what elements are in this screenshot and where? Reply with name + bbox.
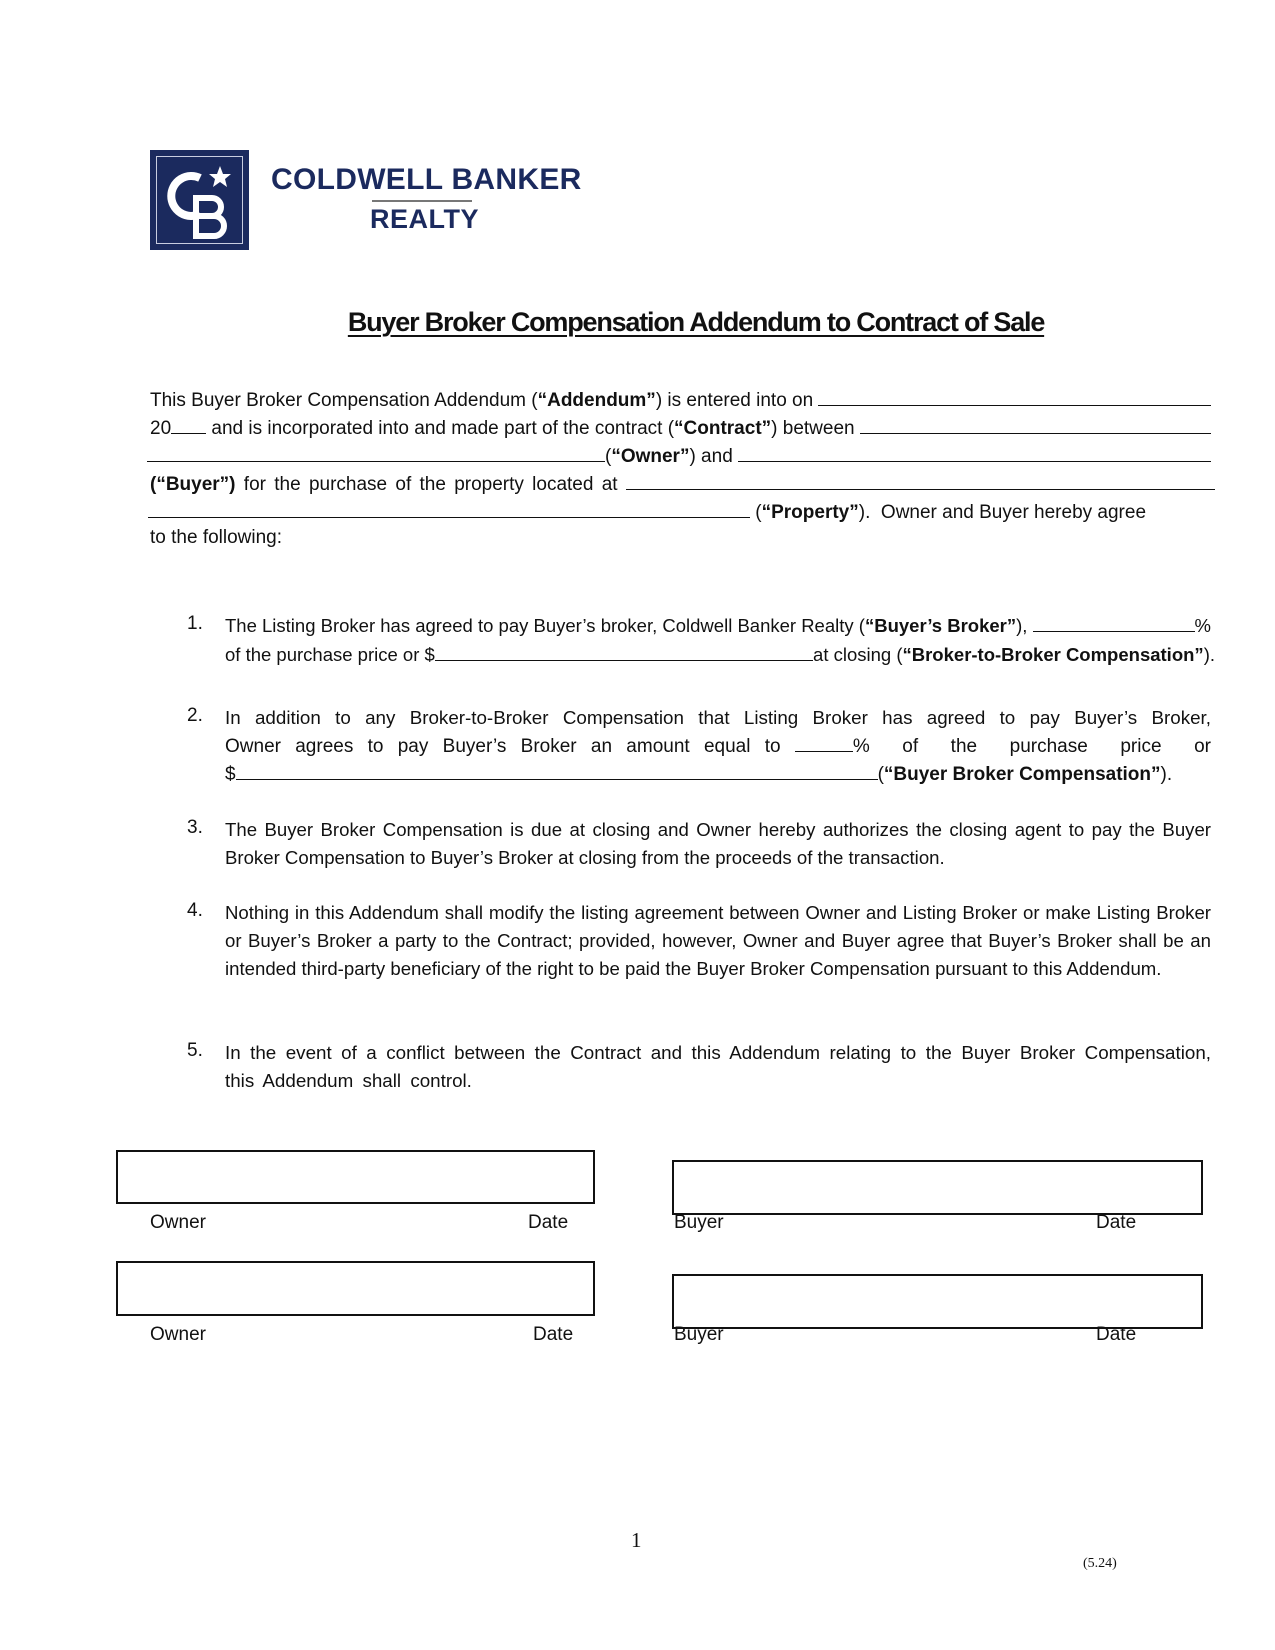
text: The Listing Broker has agreed to pay Buyer’s broker, Coldwell Banker Realty ( <box>225 615 865 636</box>
text-bold: “Buyer Broker Compensation” <box>883 764 1161 785</box>
buyer-label: Buyer <box>674 1212 724 1233</box>
text: ). <box>1160 764 1173 785</box>
text: Owner agrees to pay Buyer’s Broker an amount equal to <box>225 736 795 757</box>
item-number: 2. <box>187 705 203 726</box>
text: to the following: <box>150 527 283 548</box>
amount-blank[interactable] <box>236 761 878 780</box>
text-bold: “Contract” <box>674 418 772 439</box>
item-1-line-2 <box>225 642 1215 668</box>
text: ( <box>877 764 884 785</box>
intro-line-6 <box>150 527 282 553</box>
date-label: Date <box>1096 1324 1137 1345</box>
item-4-text: Nothing in this Addendum shall modify the listing agreement between Owner and Listing Broker or make Listing Broker or Buyer’s Broker a party to the Contract; provided, however, Owner and Buyer agree that Buyer’s Broker shall be an intended third-party beneficiary of the right to be paid the Buyer Broker Compensation pursuant to this Addendum. <box>225 902 1211 979</box>
text-bold: “Owner” <box>611 446 690 467</box>
item-number: 1. <box>187 613 203 634</box>
text: 20 <box>150 418 172 439</box>
percent-blank[interactable] <box>1033 613 1195 632</box>
owner-signature-box-2[interactable] <box>116 1261 595 1316</box>
date-blank[interactable] <box>818 387 1211 406</box>
text: ( <box>605 446 612 467</box>
text: ), <box>1016 615 1033 636</box>
text-bold: “Addendum” <box>537 390 656 411</box>
amount-blank[interactable] <box>435 642 813 661</box>
text-bold: “Property” <box>761 502 859 523</box>
brand-subname: REALTY <box>370 204 479 234</box>
property-address-blank[interactable] <box>626 471 1215 490</box>
text: and is incorporated into and made part of the contract ( <box>206 418 675 439</box>
text: % <box>1194 615 1211 636</box>
date-label: Date <box>533 1324 574 1345</box>
intro-line-3 <box>147 443 1211 469</box>
date-label: Date <box>528 1212 569 1233</box>
text: $ <box>225 764 236 785</box>
item-1-line-1 <box>225 613 1211 639</box>
item-number: 3. <box>187 817 203 838</box>
property-address-blank-2[interactable] <box>148 499 750 518</box>
text: This Buyer Broker Compensation Addendum ( <box>150 390 538 411</box>
owner-label: Owner <box>150 1324 206 1345</box>
cb-monogram-icon <box>160 160 240 240</box>
text: ) is entered into on <box>655 390 819 411</box>
brand-name: COLDWELL BANKER <box>271 163 582 196</box>
item-2-line-3 <box>225 761 1172 787</box>
text-bold: “Buyer’s Broker” <box>864 615 1017 636</box>
owner-name-blank[interactable] <box>860 415 1211 434</box>
owner-signature-box-1[interactable] <box>116 1150 595 1204</box>
year-blank[interactable] <box>171 415 206 434</box>
item-number: 4. <box>187 900 203 921</box>
revision-code: (5.24) <box>1083 1556 1117 1571</box>
intro-line-4 <box>150 471 1215 497</box>
logo-mark <box>150 150 249 250</box>
text: ). Owner and Buyer hereby agree <box>858 502 1147 523</box>
owner-name-blank-2[interactable] <box>147 443 605 462</box>
text: ). <box>1203 644 1215 665</box>
buyer-label: Buyer <box>674 1324 724 1345</box>
buyer-signature-box-2[interactable] <box>672 1274 1203 1329</box>
brand-divider <box>372 200 472 202</box>
owner-label: Owner <box>150 1212 206 1233</box>
page-number: 1 <box>631 1528 642 1552</box>
intro-line-1 <box>150 387 1211 413</box>
item-3-text: The Buyer Broker Compensation is due at closing and Owner hereby authorizes the closing agent to pay the Buyer Broker Compensation to Buyer’s Broker at closing from the proceeds of the transaction. <box>225 819 1211 868</box>
text-bold: “Broker-to-Broker Compensation” <box>902 644 1204 665</box>
item-number: 5. <box>187 1040 203 1061</box>
text: % of the purchase price or <box>852 736 1211 757</box>
percent-blank[interactable] <box>795 733 853 752</box>
item-5-text: In the event of a conflict between the Contract and this Addendum relating to the Buyer Broker Compensation, this Addendum shall control. <box>225 1042 1211 1091</box>
text: at closing ( <box>813 644 903 665</box>
text: of the purchase price or $ <box>225 644 435 665</box>
text: for the purchase of the property located at <box>235 474 626 495</box>
intro-line-5 <box>148 499 1211 525</box>
intro-line-2 <box>150 415 1211 441</box>
item-2-line-2 <box>225 733 1211 759</box>
date-label: Date <box>1096 1212 1137 1233</box>
text: ( <box>750 502 762 523</box>
document-title: Buyer Broker Compensation Addendum to Contract of Sale <box>347 307 1045 337</box>
buyer-signature-box-1[interactable] <box>672 1160 1203 1215</box>
text-bold: (“Buyer”) <box>150 474 236 495</box>
item-2-line-1: In addition to any Broker-to-Broker Compensation that Listing Broker has agreed to pay Buyer’s Broker, <box>225 707 1211 728</box>
buyer-name-blank[interactable] <box>738 443 1211 462</box>
text: ) between <box>771 418 860 439</box>
text: ) and <box>689 446 739 467</box>
